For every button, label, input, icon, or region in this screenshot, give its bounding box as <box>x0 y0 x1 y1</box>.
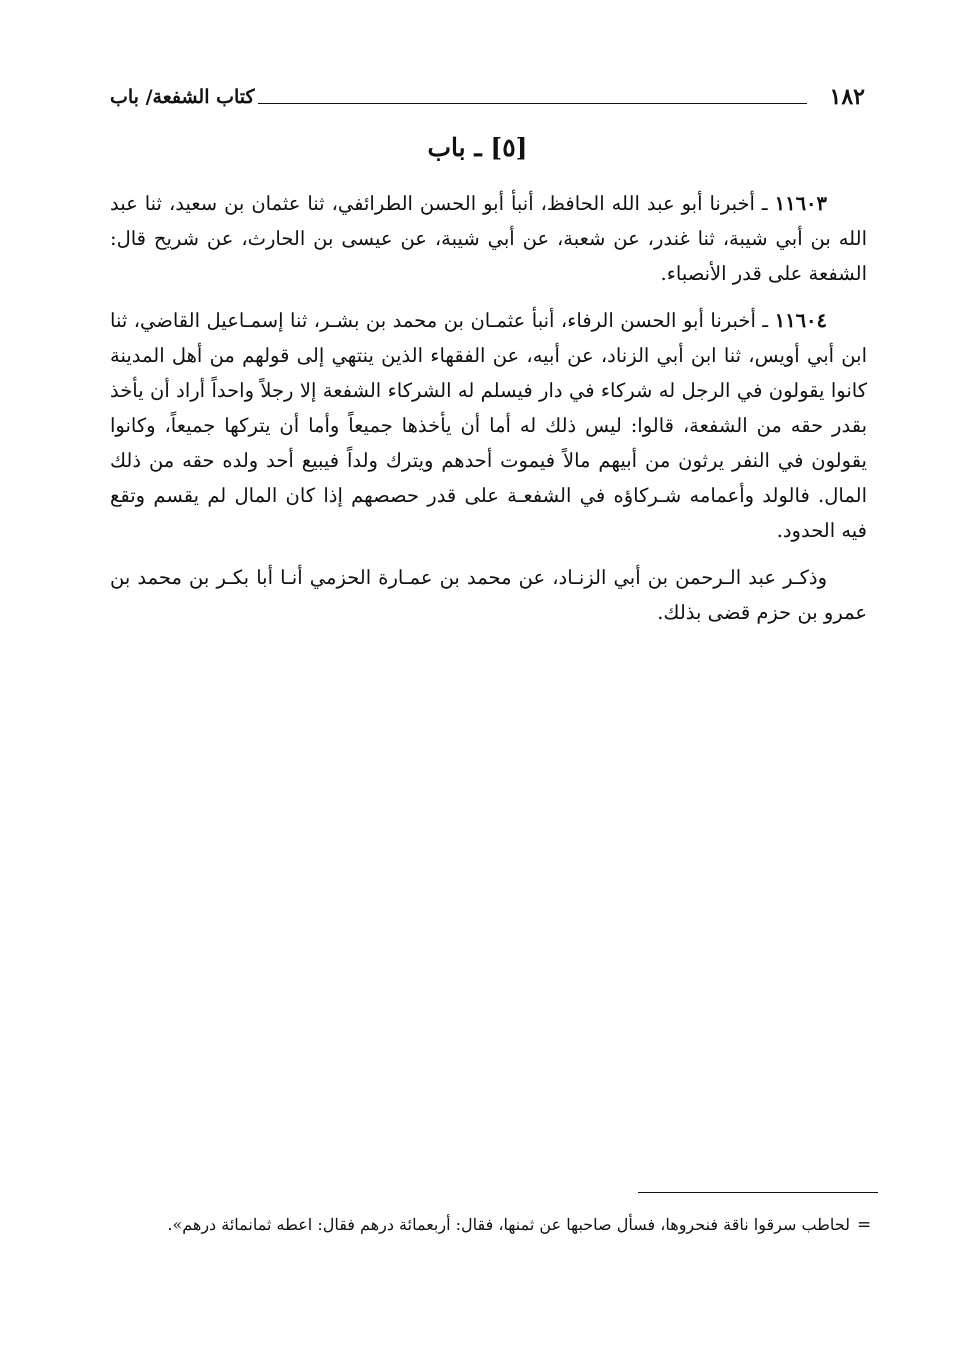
hadith-text: وذكـر عبد الـرحمن بن أبي الزنـاد، عن محمد بن عمـارة الحزمي أنـا أبا بكـر بن محمد بن عمرو بن حزم قضى بذلك. <box>110 566 867 624</box>
header-rule <box>258 103 807 104</box>
hadith-number: ١١٦٠٤ <box>774 309 827 332</box>
hadith-entry <box>110 186 867 291</box>
footnote-rule <box>638 1192 878 1193</box>
footnote-continuation-marker: = <box>857 1215 872 1235</box>
hadith-text: ـ أخبرنا أبو عبد الله الحافظ، أنبأ أبو الحسن الطرائفي، ثنا عثمان بن سعيد، ثنا عبد الله بن أبي شيبة، ثنا غندر، عن شعبة، عن أبي شيبة، عن عيسى بن الحارث، عن شريح قال: الشفعة على قدر الأنصباء. <box>110 192 867 285</box>
running-header <box>110 82 865 112</box>
footnote-text: لحاطب سرقوا ناقة فنحروها، فسأل صاحبها عن ثمنها، فقال: أربعمائة درهم فقال: اعطه ثمانمائة درهم». <box>167 1215 850 1234</box>
page-number: ١٨٢ <box>829 84 865 110</box>
running-title: كتاب الشفعة/ باب <box>110 86 255 108</box>
hadith-entry <box>110 303 867 548</box>
hadith-entry <box>110 560 867 630</box>
hadith-number: ١١٦٠٣ <box>774 192 827 215</box>
chapter-heading: [٥] ـ باب <box>427 133 528 162</box>
hadith-text: ـ أخبرنا أبو الحسن الرفاء، أنبأ عثمـان بن محمد بن بشـر، ثنا إسمـاعيل القاضي، ثنا ابن أبي أويس، ثنا ابن أبي الزناد، عن أبيه، عن الفقهاء الذين ينتهي إلى قولهم من أهل المدينة كانوا يقولون في الرجل له شركاء في دار فيسلم له الشركاء الشفعة إلا رجلاً واحداً أراد أن يأخذ بقدر حقه من الشفعة، قالوا: ليس ذلك له أما أن يأخذها جميعاً وأما أن يتركها جميعاً، وكانوا يقولون في النفر يرثون من أبيهم مالاً فيموت أحدهم ويترك ولداً فيبيع أحد ولده حقه من ذلك المال. فالولد وأعمامه شـركاؤه في الشفعـة على قدر حصصهم إذا كان المال لم يقسم وتقع فيه الحدود. <box>110 309 867 542</box>
body-text <box>110 186 867 642</box>
